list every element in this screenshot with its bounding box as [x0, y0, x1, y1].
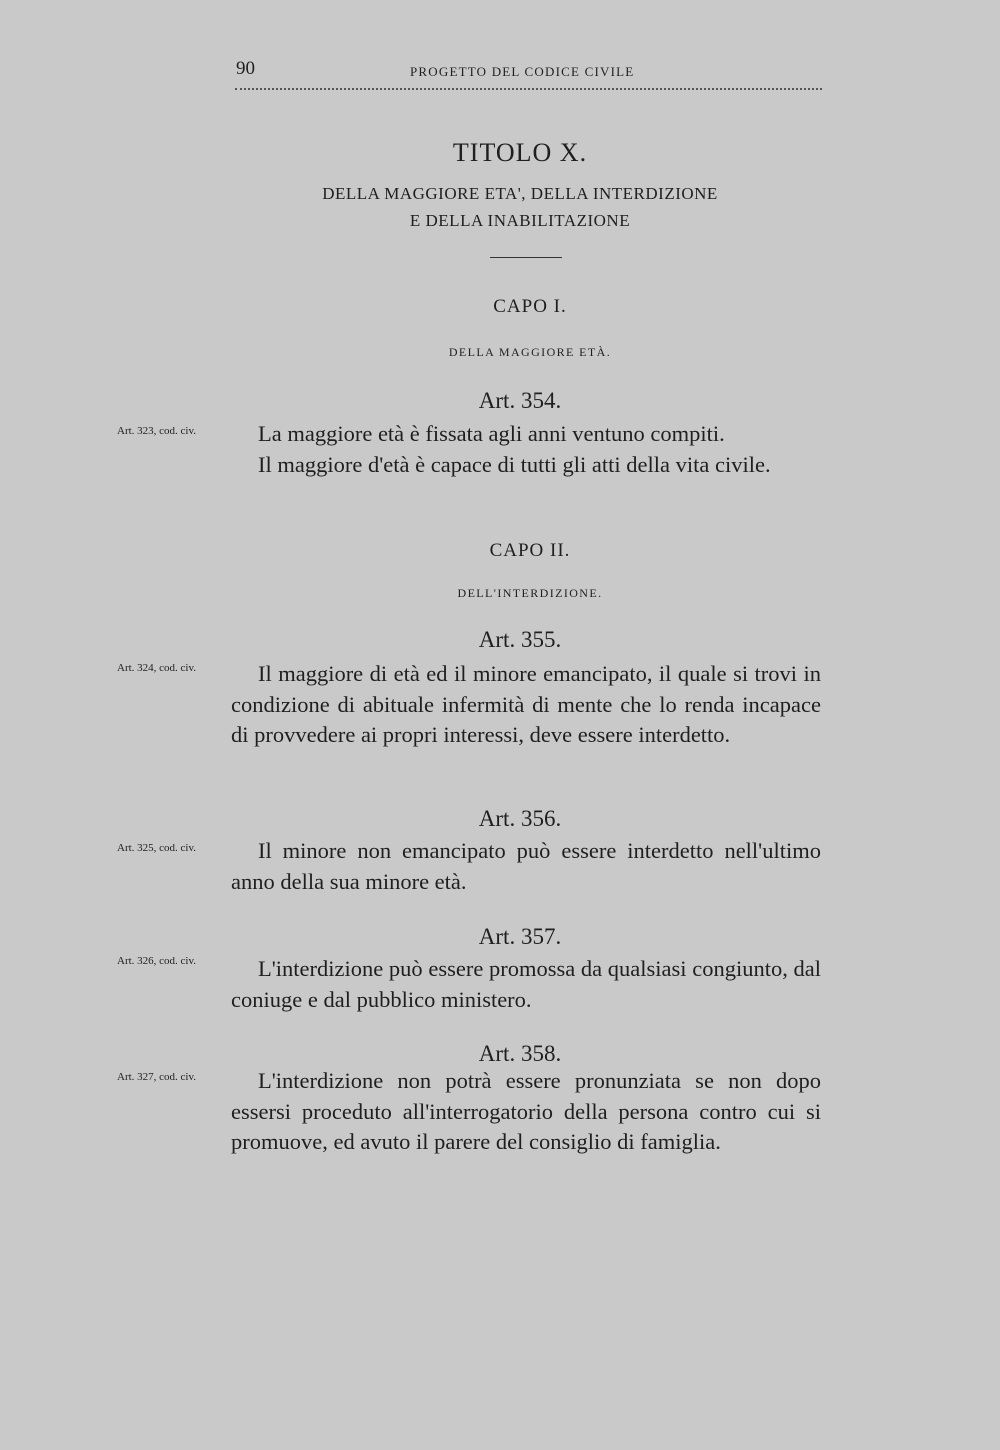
article-355-heading: Art. 355. [478, 627, 562, 652]
titolo-heading-text: TITOLO X. [452, 138, 588, 167]
page-number: 90 [236, 58, 255, 79]
capo-2-subheading: DELL'INTERDIZIONE. [457, 586, 603, 600]
title-rule [490, 257, 562, 258]
article-358-heading: Art. 358. [478, 1041, 562, 1066]
article-356-paragraph-1: Il minore non emancipato può essere interdetto nell'ultimo anno della sua minore età. [231, 838, 821, 894]
capo-1-subheading: DELLA MAGGIORE ETÀ. [448, 345, 612, 359]
article-357-margin-note: Art. 326, cod. civ. [117, 955, 197, 967]
capo-2-heading: CAPO II. [489, 540, 571, 561]
article-354-margin-note: Art. 323, cod. civ. [117, 425, 197, 437]
article-355-text [231, 659, 821, 751]
article-354-heading: Art. 354. [478, 388, 562, 413]
article-355-paragraph-1: Il maggiore di età ed il minore emancipato, il quale si trovi in condizione di abituale infermità di mente che lo renda incapace di provvedere ai propri interessi, deve essere interdetto. [231, 661, 821, 747]
article-354-paragraph-2: Il maggiore d'età è capace di tutti gli atti della vita civile. [258, 451, 771, 477]
running-title: PROGETTO DEL CODICE CIVILE [410, 64, 635, 79]
article-355-margin-note: Art. 324, cod. civ. [117, 662, 197, 674]
titolo-subtitle [260, 180, 780, 234]
header-rule [235, 88, 822, 90]
article-356-heading: Art. 356. [478, 806, 562, 831]
article-358-text [231, 1066, 821, 1158]
capo-1-heading: CAPO I. [493, 296, 567, 317]
article-354-paragraph-1: La maggiore età è fissata agli anni ventuno compiti. [258, 421, 725, 446]
article-357-text [231, 954, 821, 1015]
article-356-text [231, 836, 821, 897]
article-358-paragraph-1: L'interdizione non potrà essere pronunziata se non dopo essersi proceduto all'interrogatorio della persona contro cui si promuove, ed avuto il parere del consiglio di famiglia. [231, 1068, 821, 1154]
titolo-subtitle-line-1: DELLA MAGGIORE ETA', DELLA INTERDIZIONE [322, 184, 718, 203]
article-357-heading: Art. 357. [478, 924, 562, 949]
article-356-margin-note: Art. 325, cod. civ. [117, 842, 197, 854]
titolo-heading [0, 138, 1000, 168]
article-358-margin-note: Art. 327, cod. civ. [117, 1071, 197, 1083]
article-354-text [231, 419, 821, 480]
titolo-subtitle-line-2: E DELLA INABILITAZIONE [409, 211, 631, 230]
article-357-paragraph-1: L'interdizione può essere promossa da qualsiasi congiunto, dal coniuge e dal pubblico ministero. [231, 956, 821, 1012]
